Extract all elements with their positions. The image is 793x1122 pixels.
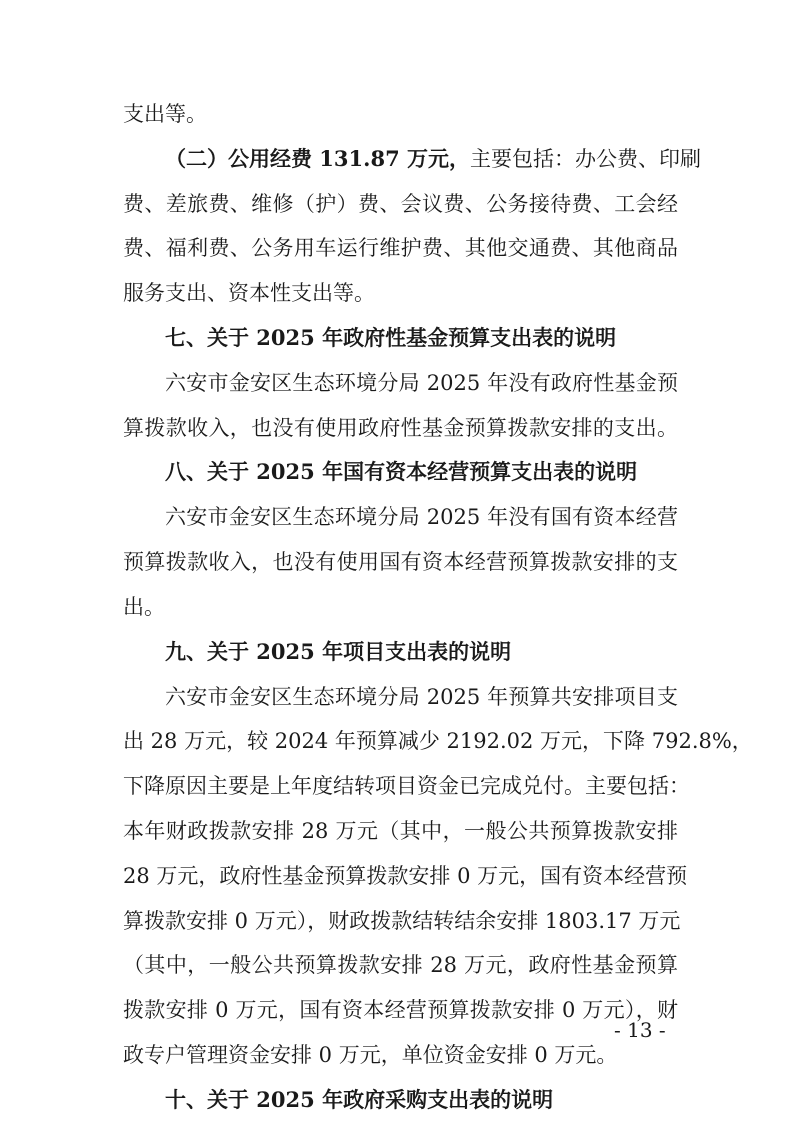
- paragraph-line: 服务支出、资本性支出等。: [123, 281, 375, 305]
- page-number: - 13 -: [614, 1018, 666, 1042]
- paragraph-line: 费、差旅费、维修（护）费、会议费、公务接待费、工会经: [123, 192, 678, 216]
- paragraph-line: 算拨款收入，也没有使用政府性基金预算拨款安排的支出。: [123, 416, 678, 440]
- paragraph-line: 费、福利费、公务用车运行维护费、其他交通费、其他商品: [123, 236, 678, 260]
- section-heading: 七、关于 2025 年政府性基金预算支出表的说明: [165, 325, 617, 350]
- paragraph-line: 六安市金安区生态环境分局 2025 年预算共安排项目支: [165, 685, 678, 709]
- paragraph-line: 六安市金安区生态环境分局 2025 年没有政府性基金预: [165, 371, 678, 395]
- section-heading: 八、关于 2025 年国有资本经营预算支出表的说明: [165, 459, 638, 484]
- paragraph-line: 出。: [123, 595, 165, 619]
- paragraph-line: 下降原因主要是上年度结转项目资金已完成兑付。主要包括：: [123, 774, 690, 798]
- paragraph-line: 六安市金安区生态环境分局 2025 年没有国有资本经营: [165, 505, 678, 529]
- paragraph-line: 预算拨款收入，也没有使用国有资本经营预算拨款安排的支: [123, 550, 678, 574]
- paragraph-line: （二）公用经费 131.87 万元，主要包括：办公费、印刷: [165, 146, 701, 171]
- paragraph-line: 28 万元，政府性基金预算拨款安排 0 万元，国有资本经营预: [123, 864, 688, 888]
- paragraph-line: 本年财政拨款安排 28 万元（其中，一般公共预算拨款安排: [123, 819, 678, 843]
- section-heading: 九、关于 2025 年项目支出表的说明: [165, 639, 512, 664]
- paragraph-line: 出 28 万元，较 2024 年预算减少 2192.02 万元，下降 792.8%，: [123, 729, 753, 753]
- paragraph-line: 支出等。: [123, 102, 207, 126]
- section-heading: 十、关于 2025 年政府采购支出表的说明: [165, 1087, 554, 1112]
- section-heading: （二）公用经费 131.87 万元，: [165, 146, 470, 171]
- paragraph-line: 政专户管理资金安排 0 万元，单位资金安排 0 万元。: [123, 1043, 618, 1067]
- paragraph-line: 算拨款安排 0 万元），财政拨款结转结余安排 1803.17 万元: [123, 909, 681, 933]
- paragraph-line: 拨款安排 0 万元，国有资本经营预算拨款安排 0 万元），财: [123, 998, 678, 1022]
- paragraph-line: （其中，一般公共预算拨款安排 28 万元，政府性基金预算: [123, 953, 678, 977]
